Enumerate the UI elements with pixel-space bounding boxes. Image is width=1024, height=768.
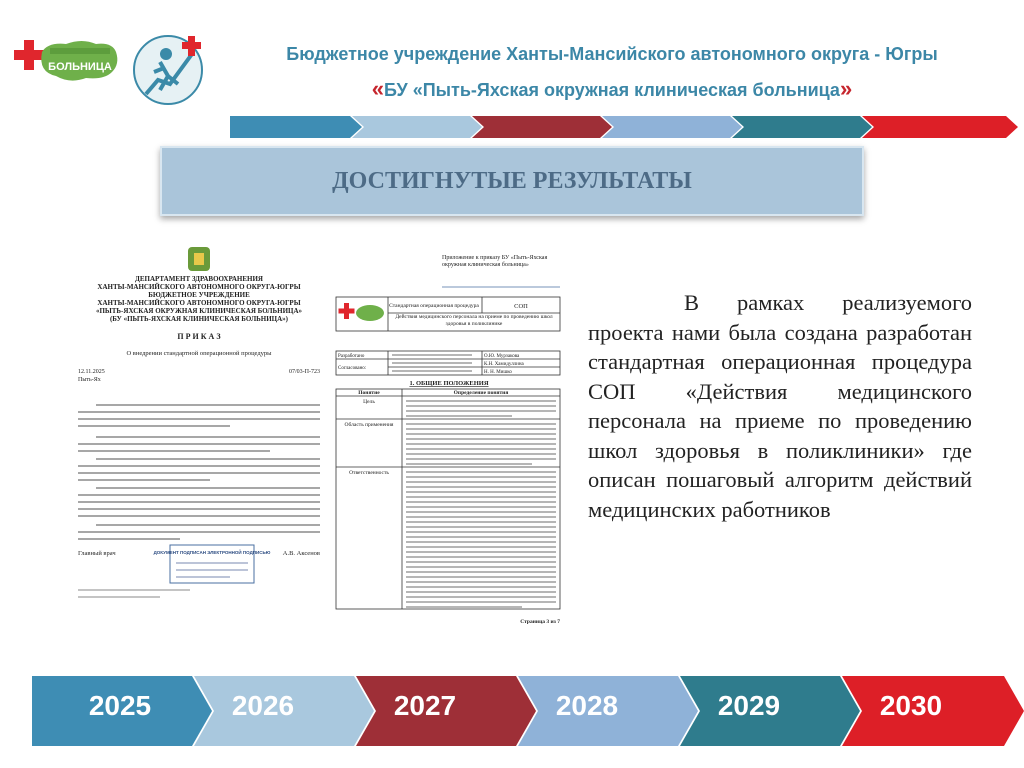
title-banner	[160, 146, 864, 216]
e-signature-stamp	[154, 545, 271, 583]
hospital-name-line	[232, 76, 992, 102]
year-2030: 2030	[879, 690, 943, 721]
doc2-sop-code: СОП	[514, 303, 528, 310]
coat-of-arms-icon	[188, 247, 210, 271]
doc1-stamp: ДОКУМЕНТ ПОДПИСАН ЭЛЕКТРОННОЙ ПОДПИСЬЮ	[153, 550, 271, 555]
doc1-date: 12.11.2025	[78, 369, 105, 375]
doc1-city: Пыть-Ях	[78, 377, 101, 383]
doc1-region: ХАНТЫ-МАНСИЙСКОГО АВТОНОМНОГО ОКРУГА-ЮГРЫ	[97, 283, 301, 291]
header-arrow-strip	[230, 116, 1018, 138]
doc1-order: П Р И К А З	[177, 332, 221, 341]
sop-logo-icon	[339, 303, 385, 321]
doc2-term3: Ответственность	[349, 470, 389, 476]
hospital-logo-word: БОЛЬНИЦА	[48, 61, 112, 73]
strip-segment	[732, 116, 872, 138]
doc2-term2: Область применения	[344, 422, 394, 428]
doc1-text-lines	[78, 405, 320, 539]
doc1-subject: О внедрении стандартной операционной процедуры	[126, 350, 272, 357]
doc2-sop-title: Действия медицинского персонала на приеме по проведению школ здоровья в поликлинике	[395, 314, 553, 327]
doc1-org1: БЮДЖЕТНОЕ УЧРЕЖДЕНИЕ	[148, 291, 250, 299]
doc2-name2: К.Н. Хамидуллина	[484, 362, 524, 367]
year-2029: 2029	[717, 690, 781, 721]
doc1-org3: «ПЫТЬ-ЯХСКАЯ ОКРУЖНАЯ КЛИНИЧЕСКАЯ БОЛЬНИЦА»	[95, 307, 303, 315]
doc2-row1: Разработано	[338, 354, 365, 359]
doc2-col1: Понятие	[358, 390, 380, 396]
order-document-image	[70, 245, 328, 607]
doc1-signer-name: А.В. Аксенов	[282, 550, 320, 557]
header-logos	[8, 18, 223, 118]
doc1-org2: ХАНТЫ-МАНСИЙСКОГО АВТОНОМНОГО ОКРУГА-ЮГРЫ	[97, 299, 301, 307]
doc2-sop-label: Стандартная операционная процедура	[389, 303, 479, 309]
doc1-number: 07/03-П-723	[289, 369, 320, 375]
quote-close: »	[839, 76, 853, 101]
results-description: В рамках реализуемого проекта нами была создана разработан стандартная операционная процедура СОП «Действия медицинского персонала на приеме по проведению школ здоровья в поликлиники» где описан пошаговый алгоритм действий медицинских работников	[588, 290, 972, 522]
doc2-text-lines	[406, 401, 556, 607]
doc1-org4: (БУ «ПЫТЬ-ЯХСКАЯ КЛИНИЧЕСКАЯ БОЛЬНИЦА»)	[109, 315, 289, 323]
page-title: ДОСТИГНУТЫЕ РЕЗУЛЬТАТЫ	[332, 167, 692, 194]
doc2-term1: Цель	[363, 399, 375, 405]
sop-document	[332, 253, 566, 628]
quote-open: «	[371, 76, 385, 101]
hospital-logo	[41, 41, 117, 81]
year-2028: 2028	[555, 690, 619, 721]
hospital-name: БУ «Пыть-Яхская окружная клиническая больница	[384, 80, 840, 100]
strip-segment	[602, 116, 742, 138]
doc2-name3: Н. Н. Мишко	[484, 370, 512, 375]
doc2-appendix: Приложение к приказу БУ «Пыть-Яхская окружная клиническая больница»	[442, 255, 548, 268]
order-document	[70, 245, 328, 607]
doc2-section: 1. ОБЩИЕ ПОЛОЖЕНИЯ	[409, 380, 489, 387]
strip-segment	[862, 116, 1018, 138]
sop-document-image	[332, 253, 566, 628]
doc2-page: Страница 3 из 7	[520, 619, 560, 625]
logos-graphic	[8, 18, 223, 118]
productivity-logo	[134, 36, 202, 104]
year-2026: 2026	[231, 690, 295, 721]
year-2025: 2025	[88, 690, 152, 721]
strip-segment	[352, 116, 482, 138]
strip-segment	[472, 116, 612, 138]
doc1-signer-title: Главный врач	[78, 550, 116, 557]
org-line: Бюджетное учреждение Ханты-Мансийского автономного округа - Югры	[286, 44, 938, 64]
strip-segment	[230, 116, 362, 138]
red-cross-icon	[14, 40, 44, 70]
doc2-row2: Согласовано:	[338, 366, 367, 371]
year-2027: 2027	[393, 690, 457, 721]
doc1-dept: ДЕПАРТАМЕНТ ЗДРАВООХРАНЕНИЯ	[135, 275, 263, 283]
doc2-name1: О.Ю. Мурзакова	[484, 354, 520, 359]
doc2-col2: Определение понятия	[453, 390, 509, 396]
